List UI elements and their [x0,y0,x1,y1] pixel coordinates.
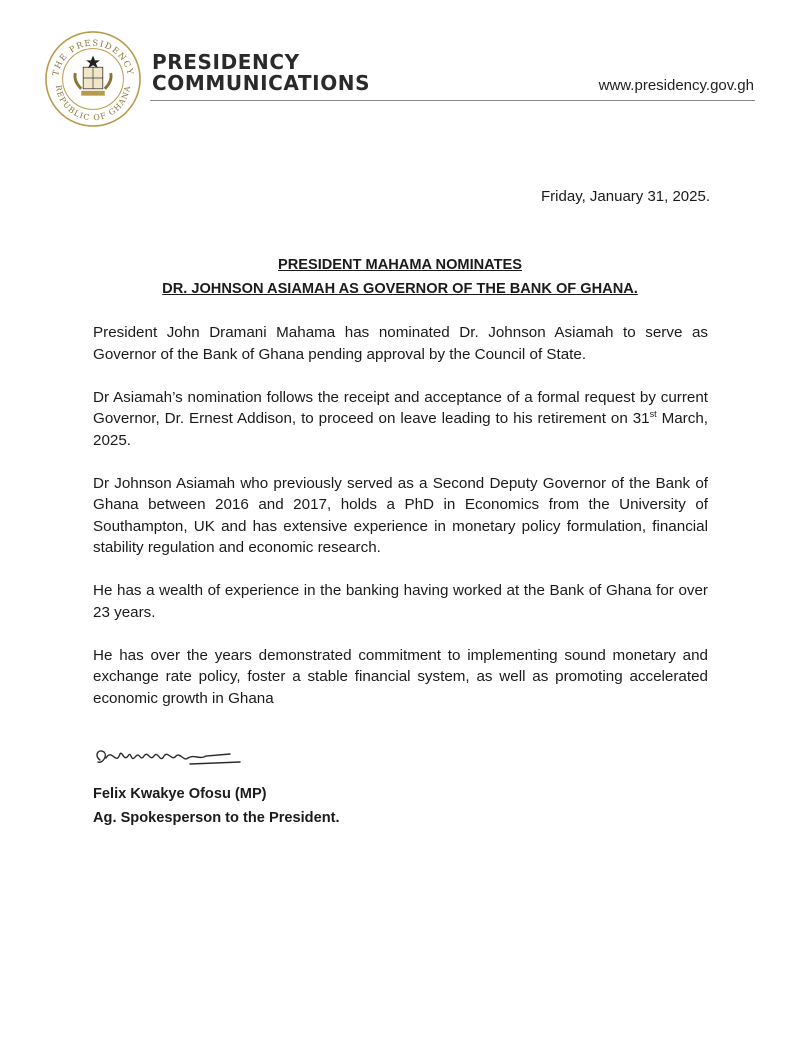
headline-line-1: PRESIDENT MAHAMA NOMINATES [277,257,523,273]
paragraph-3: Dr Johnson Asiamah who previously served as a Second Deputy Governor of the Bank of Ghana between 2016 and 2017, holds a PhD in Economics from the University of Southampton, UK and has extensive experience in monetary policy formulation, financial stability regulation and economic research. [93,474,708,556]
svg-text:THE PRESIDENCY: THE PRESIDENCY [50,37,136,77]
paragraph-4: He has a wealth of experience in the banking having worked at the Bank of Ghana for over 23 years. [93,582,708,621]
brand-wordmark [152,52,370,94]
brand-line-communications: COMMUNICATIONS [152,71,371,95]
svg-text:REPUBLIC OF GHANA: REPUBLIC OF GHANA [53,84,133,123]
brand-line-presidency: PRESIDENCY [152,50,300,74]
letterhead [0,0,800,123]
handwritten-signature [90,738,250,778]
paragraph-2 [93,387,708,452]
ordinal-suffix: st [649,408,657,419]
headline-line-2: DR. JOHNSON ASIAMAH AS GOVERNOR OF THE BANK OF GHANA. [162,281,638,297]
signatory-block [93,782,340,830]
paragraph-1: President John Dramani Mahama has nominated Dr. Johnson Asiamah to serve as Governor of the Bank of Ghana pending approval by the Council of State. [93,324,708,363]
header-divider [150,100,755,101]
presidency-seal-icon [44,30,142,128]
press-release-body [93,322,708,731]
paragraph-2-text: Dr Asiamah’s nomination follows the receipt and acceptance of a formal request by current Governor, Dr. Ernest Addison, to proceed on leave leading to his retirement on 31 [93,388,708,427]
signatory-role: Ag. Spokesperson to the President. [93,810,340,826]
website-link[interactable]: www.presidency.gov.gh [598,77,754,94]
signatory-name: Felix Kwakye Ofosu (MP) [93,786,267,802]
document-date: Friday, January 31, 2025. [541,188,710,205]
paragraph-5: He has over the years demonstrated commitment to implementing sound monetary and exchange rate policy, foster a stable financial system, as well as promoting accelerated economic growth in Ghana [93,646,708,707]
paragraph-2-end: March, 2025. [93,410,708,449]
